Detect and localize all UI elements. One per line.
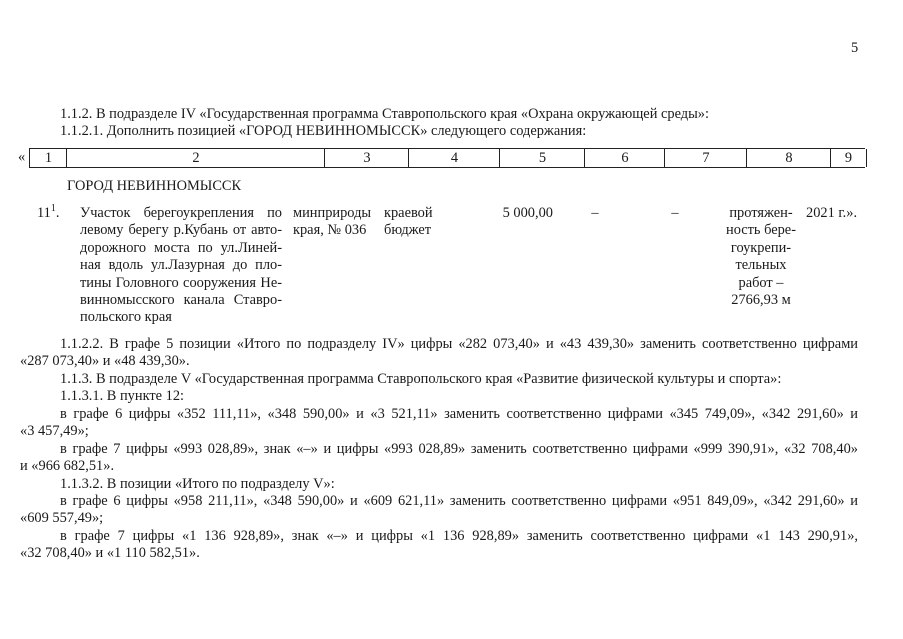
row-number-superscript: 1	[50, 203, 56, 215]
section-title: ГОРОД НЕВИННОМЫССК	[67, 178, 242, 194]
paragraph-line: в графе 7 цифры «993 028,89», знак «–» и цифры «993 028,89» заменить соответственно цифрами «999 390,91», «32 708,40»	[60, 441, 858, 457]
executor-line: края, № 036	[293, 222, 367, 239]
object-name-line: тины Головного сооружения Не-	[80, 274, 282, 291]
object-name-line: Участок берегоукрепления по	[80, 205, 282, 221]
page-number: 5	[851, 40, 859, 56]
row-number-main: 11	[37, 205, 51, 221]
executor-line: минприроды	[293, 205, 372, 221]
row-number-suffix: .	[55, 205, 60, 221]
paragraph-line: 1.1.2.2. В графе 5 позиции «Итого по подразделу IV» цифры «282 073,40» и «43 439,30» заменить соответственно цифрами	[60, 336, 858, 352]
row-col8-indicator	[718, 205, 804, 309]
object-name-line: польского края	[80, 309, 172, 326]
row-object-name	[80, 205, 282, 327]
row-col6-value: –	[591, 205, 599, 221]
object-name-line: винномысского канала Ставро-	[80, 292, 282, 309]
paragraph-line: 1.1.3.1. В пункте 12:	[60, 388, 185, 404]
col-number-5: 5	[499, 149, 585, 167]
col-number-4: 4	[408, 149, 500, 167]
indicator-line: работ –	[738, 274, 784, 291]
indicator-line: тельных	[735, 257, 787, 274]
paragraph-continuation: «32 708,40» и «1 110 582,51».	[20, 545, 200, 561]
funding-source-line: краевой	[384, 205, 433, 221]
col-number-6: 6	[584, 149, 665, 167]
column-number-header	[29, 148, 865, 168]
table-open-quote: «	[18, 149, 26, 165]
object-name-line: ная вдоль ул.Лазурная до пло-	[80, 257, 282, 274]
object-name-line: левому берегу р.Кубань от авто-	[80, 222, 282, 239]
row-number	[37, 205, 59, 222]
paragraph-line: 1.1.3.2. В позиции «Итого по подразделу V»:	[60, 476, 335, 492]
paragraph-continuation: «609 557,49»;	[20, 510, 104, 526]
indicator-line: ность бере-	[726, 222, 796, 239]
paragraph-line: в графе 6 цифры «352 111,11», «348 590,00» и «3 521,11» заменить соответственно цифрами «345 749,09», «342 291,60» и	[60, 406, 858, 422]
col-number-7: 7	[664, 149, 747, 167]
paragraph-continuation: «3 457,49»;	[20, 423, 89, 439]
indicator-line: гоукрепи-	[730, 239, 792, 256]
col-number-2: 2	[66, 149, 325, 167]
paragraph-line: в графе 6 цифры «958 211,11», «348 590,00» и «609 621,11» заменить соответственно цифрами «951 849,09», «342 291,60» и	[60, 493, 858, 509]
paragraph-line: в графе 7 цифры «1 136 928,89», знак «–» и цифры «1 136 928,89» заменить соответственно цифрами «1 143 290,91»,	[60, 528, 858, 544]
indicator-line: 2766,93 м	[731, 292, 791, 309]
row-col7-value: –	[671, 205, 679, 221]
row-col5-amount: 5 000,00	[502, 205, 553, 221]
col-number-3: 3	[324, 149, 409, 167]
paragraph-continuation: и «966 682,51».	[20, 458, 115, 474]
intro-line-1: 1.1.2. В подразделе IV «Государственная программа Ставропольского края «Охрана окружающей среды»:	[60, 106, 709, 122]
row-funding-source	[384, 205, 464, 240]
col-number-1: 1	[29, 149, 67, 167]
paragraph-continuation: «287 073,40» и «48 439,30».	[20, 353, 190, 369]
intro-line-2: 1.1.2.1. Дополнить позицией «ГОРОД НЕВИННОМЫССК» следующего содержания:	[60, 123, 587, 139]
row-executor	[293, 205, 377, 240]
col-number-8: 8	[746, 149, 831, 167]
indicator-line: протяжен-	[729, 205, 793, 221]
col-number-9: 9	[830, 149, 867, 167]
row-col9-year: 2021 г.».	[806, 205, 858, 221]
object-name-line: дорожного моста по ул.Линей-	[80, 239, 282, 256]
funding-source-line: бюджет	[384, 222, 432, 239]
paragraph-line: 1.1.3. В подразделе V «Государственная программа Ставропольского края «Развитие физической культуры и спорта»:	[60, 371, 782, 387]
